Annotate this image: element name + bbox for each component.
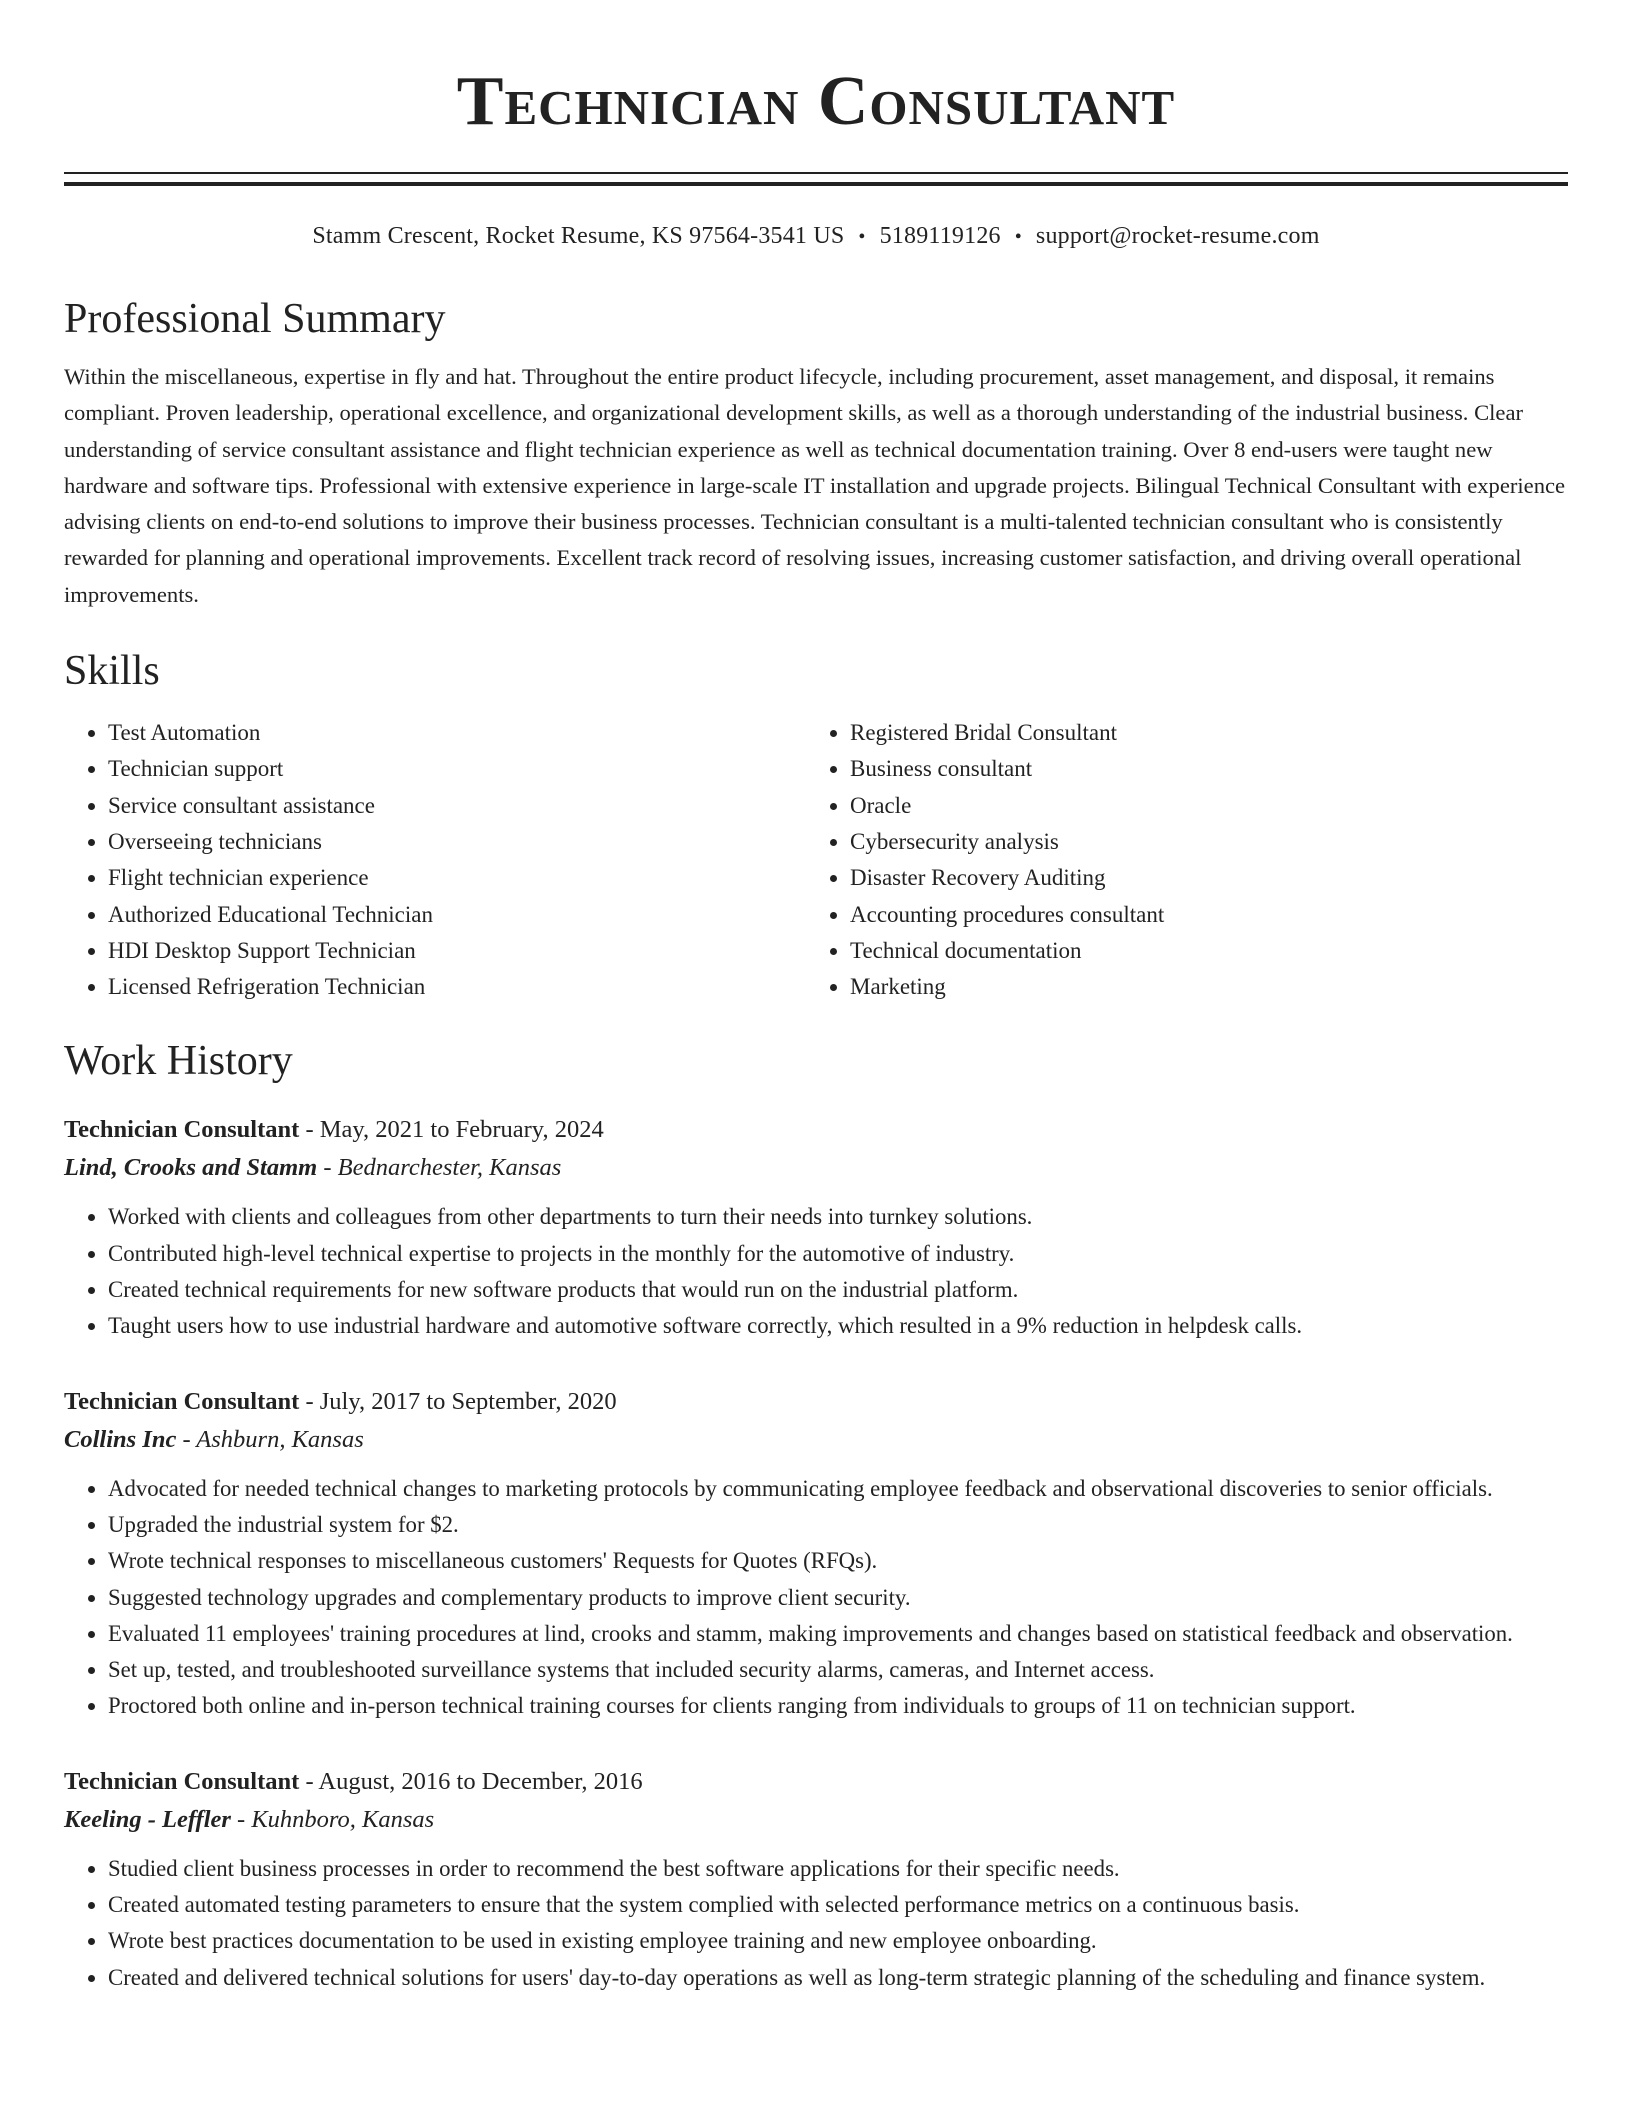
skill-item: • Marketing	[850, 969, 1564, 1005]
skill-item: • HDI Desktop Support Technician	[108, 933, 806, 969]
company-name: Collins Inc	[64, 1425, 177, 1453]
skill-item: • Technical documentation	[850, 933, 1564, 969]
skill-item: • Flight technician experience	[108, 860, 806, 896]
duty-list	[64, 1851, 1568, 1996]
skills-columns	[64, 715, 1568, 1005]
contact-separator: •	[858, 226, 866, 248]
duty-item: • Created automated testing parameters to ensure that the system complied with selected performance metrics on a continuous basis.	[108, 1887, 1568, 1923]
skill-item: • Test Automation	[108, 715, 806, 751]
job-title: Technician Consultant	[64, 1767, 300, 1795]
duty-list	[64, 1199, 1568, 1344]
duty-item: • Worked with clients and colleagues from other departments to turn their needs into turnkey solutions.	[108, 1199, 1568, 1235]
company-location: - Ashburn, Kansas	[176, 1425, 364, 1453]
skills-list-right	[806, 715, 1564, 1005]
job-dates: - July, 2017 to September, 2020	[299, 1387, 617, 1415]
skills-heading: Skills	[64, 648, 160, 695]
skill-item: • Authorized Educational Technician	[108, 897, 806, 933]
skill-item: • Technician support	[108, 751, 806, 787]
header-divider	[64, 172, 1568, 186]
skill-item: • Service consultant assistance	[108, 788, 806, 824]
skills-list-left	[64, 715, 806, 1005]
skill-item: • Registered Bridal Consultant	[850, 715, 1564, 751]
duty-item: • Studied client business processes in order to recommend the best software applications for their specific needs.	[108, 1851, 1568, 1887]
skills-section	[64, 645, 1568, 1005]
company-line	[64, 1421, 1568, 1459]
job-dates: - May, 2021 to February, 2024	[299, 1116, 604, 1144]
job-title: Technician Consultant	[64, 1387, 300, 1415]
job-title-line	[64, 1763, 1568, 1801]
company-location: - Bednarchester, Kansas	[317, 1154, 562, 1182]
skill-item: • Accounting procedures consultant	[850, 897, 1564, 933]
duty-item: • Created technical requirements for new software products that would run on the industrial platform.	[108, 1272, 1568, 1308]
job-dates: - August, 2016 to December, 2016	[299, 1767, 643, 1795]
skill-item: • Oracle	[850, 788, 1564, 824]
duty-item: • Wrote technical responses to miscellaneous customers' Requests for Quotes (RFQs).	[108, 1543, 1568, 1579]
duty-item: • Wrote best practices documentation to be used in existing employee training and new employee onboarding.	[108, 1923, 1568, 1959]
duty-item: • Contributed high-level technical expertise to projects in the monthly for the automotive of industry.	[108, 1236, 1568, 1272]
resume-name: Technician Consultant	[456, 63, 1176, 140]
skill-item: • Overseeing technicians	[108, 824, 806, 860]
job-entry	[64, 1111, 1568, 1344]
duty-item: • Taught users how to use industrial hardware and automotive software correctly, which resulted in a 9% reduction in helpdesk calls.	[108, 1308, 1568, 1344]
duty-item: • Suggested technology upgrades and complementary products to improve client security.	[108, 1580, 1568, 1616]
company-name: Keeling - Leffler	[64, 1805, 231, 1833]
job-title: Technician Consultant	[64, 1116, 300, 1144]
duty-list	[64, 1471, 1568, 1725]
skill-item: • Business consultant	[850, 751, 1564, 787]
work-history-heading: Work History	[64, 1038, 293, 1085]
summary-heading: Professional Summary	[64, 296, 446, 342]
company-line	[64, 1801, 1568, 1839]
skill-item: • Disaster Recovery Auditing	[850, 860, 1564, 896]
summary-section	[64, 293, 1568, 613]
duty-item: • Advocated for needed technical changes to marketing protocols by communicating employee feedback and observational discoveries to senior officials.	[108, 1471, 1568, 1507]
duty-item: • Set up, tested, and troubleshooted surveillance systems that included security alarms, cameras, and Internet access.	[108, 1652, 1568, 1688]
job-entry	[64, 1383, 1568, 1725]
job-title-line	[64, 1111, 1568, 1149]
work-history-section	[64, 1035, 1568, 1995]
company-name: Lind, Crooks and Stamm	[64, 1154, 318, 1182]
contact-email: support@rocket-resume.com	[1035, 223, 1320, 249]
contact-phone: 5189119126	[879, 223, 1001, 249]
duty-item: • Created and delivered technical solutions for users' day-to-day operations as well as long-term strategic planning of the scheduling and finance system.	[108, 1960, 1568, 1996]
duty-item: • Upgraded the industrial system for $2.	[108, 1507, 1568, 1543]
job-title-line	[64, 1383, 1568, 1421]
contact-separator: •	[1014, 226, 1022, 248]
company-line	[64, 1149, 1568, 1187]
contact-address: Stamm Crescent, Rocket Resume, KS 97564-3541 US	[312, 223, 845, 249]
job-entry	[64, 1763, 1568, 1996]
company-location: - Kuhnboro, Kansas	[230, 1805, 435, 1833]
duty-item: • Evaluated 11 employees' training procedures at lind, crooks and stamm, making improvements and changes based on statistical feedback and observation.	[108, 1616, 1568, 1652]
contact-line	[64, 220, 1568, 253]
duty-item: • Proctored both online and in-person technical training courses for clients ranging from individuals to groups of 11 on technician support.	[108, 1688, 1568, 1724]
summary-text: Within the miscellaneous, expertise in fly and hat. Throughout the entire product lifecycle, including procurement, asset management, and disposal, it remains compliant. Proven leadership, operational excellence, and organizational development skills, as well as a thorough understanding of the industrial business. Clear understanding of service consultant assistance and flight technician experience as well as technical documentation training. Over 8 end-users were taught new hardware and software tips. Professional with extensive experience in large-scale IT installation and upgrade projects. Bilingual Technical Consultant with experience advising clients on end-to-end solutions to improve their business processes. Technician consultant is a multi-talented technician consultant who is consistently rewarded for planning and operational improvements. Excellent track record of resolving issues, increasing customer satisfaction, and driving overall operational improvements.	[64, 364, 1566, 607]
skill-item: • Cybersecurity analysis	[850, 824, 1564, 860]
skill-item: • Licensed Refrigeration Technician	[108, 969, 806, 1005]
